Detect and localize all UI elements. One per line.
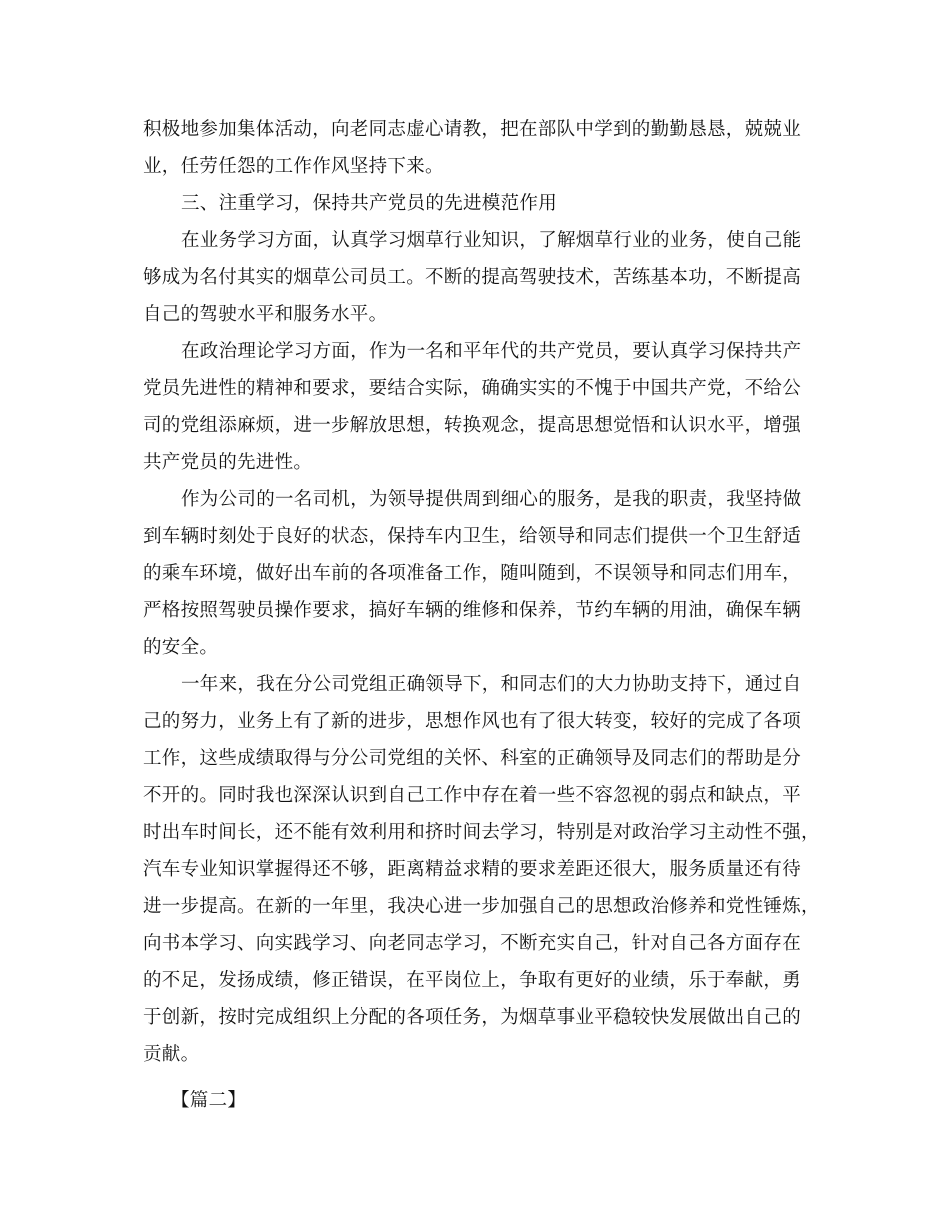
- text-line: 汽车专业知识掌握得还不够，距离精益求精的要求差距还很大，服务质量还有待: [143, 859, 802, 880]
- text-line: 工作，这些成绩取得与分公司党组的关怀、科室的正确领导及同志们的帮助是分: [143, 748, 802, 769]
- text-line: 到车辆时刻处于良好的状态，保持车内卫生，给领导和同志们提供一个卫生舒适: [143, 526, 802, 547]
- text-line: 司的党组添麻烦，进一步解放思想，转换观念，提高思想觉悟和认识水平，增强: [143, 415, 802, 436]
- paragraph-first-line: 在政治理论学习方面，作为一名和平年代的共产党员，要认真学习保持共产: [181, 341, 802, 362]
- section-heading: 三、注重学习，保持共产党员的先进模范作用: [181, 193, 558, 214]
- text-line: 共产党员的先进性。: [143, 452, 313, 473]
- text-line: 于创新，按时完成组织上分配的各项任务，为烟草事业平稳较快发展做出自己的: [143, 1007, 802, 1028]
- text-line: 进一步提高。在新的一年里，我决心进一步加强自己的思想政治修养和党性锤炼，: [143, 896, 820, 917]
- document-body: [143, 111, 820, 1119]
- text-line: 党员先进性的精神和要求，要结合实际，确确实实的不愧于中国共产党，不给公: [143, 378, 802, 399]
- text-line: 够成为名付其实的烟草公司员工。不断的提高驾驶技术，苦练基本功，不断提高: [143, 267, 802, 288]
- text-line: 自己的驾驶水平和服务水平。: [143, 304, 388, 325]
- text-line: 时出车时间长，还不能有效利用和挤时间去学习，特别是对政治学习主动性不强，: [143, 822, 820, 843]
- text-line: 的安全。: [143, 637, 219, 658]
- text-line: 积极地参加集体活动，向老同志虚心请教，把在部队中学到的勤勤恳恳，兢兢业: [143, 119, 802, 140]
- section-marker: 【篇二】: [171, 1090, 247, 1111]
- paragraph-first-line: 作为公司的一名司机，为领导提供周到细心的服务，是我的职责，我坚持做: [181, 489, 802, 510]
- text-line: 业，任劳任怨的工作作风坚持下来。: [143, 156, 444, 177]
- text-line: 的不足，发扬成绩，修正错误，在平岗位上，争取有更好的业绩，乐于奉献，勇: [143, 970, 802, 991]
- paragraph-first-line: 一年来，我在分公司党组正确领导下，和同志们的大力协助支持下，通过自: [181, 674, 802, 695]
- paragraph-first-line: 在业务学习方面，认真学习烟草行业知识，了解烟草行业的业务，使自己能: [181, 230, 802, 251]
- text-line: 不开的。同时我也深深认识到自己工作中存在着一些不容忽视的弱点和缺点，平: [143, 785, 802, 806]
- text-line: 严格按照驾驶员操作要求，搞好车辆的维修和保养，节约车辆的用油，确保车辆: [143, 600, 802, 621]
- text-line: 的乘车环境，做好出车前的各项准备工作，随叫随到，不误领导和同志们用车，: [143, 563, 802, 584]
- text-line: 贡献。: [143, 1044, 200, 1065]
- text-line: 向书本学习、向实践学习、向老同志学习，不断充实自己，针对自己各方面存在: [143, 933, 802, 954]
- text-line: 己的努力，业务上有了新的进步，思想作风也有了很大转变，较好的完成了各项: [143, 711, 802, 732]
